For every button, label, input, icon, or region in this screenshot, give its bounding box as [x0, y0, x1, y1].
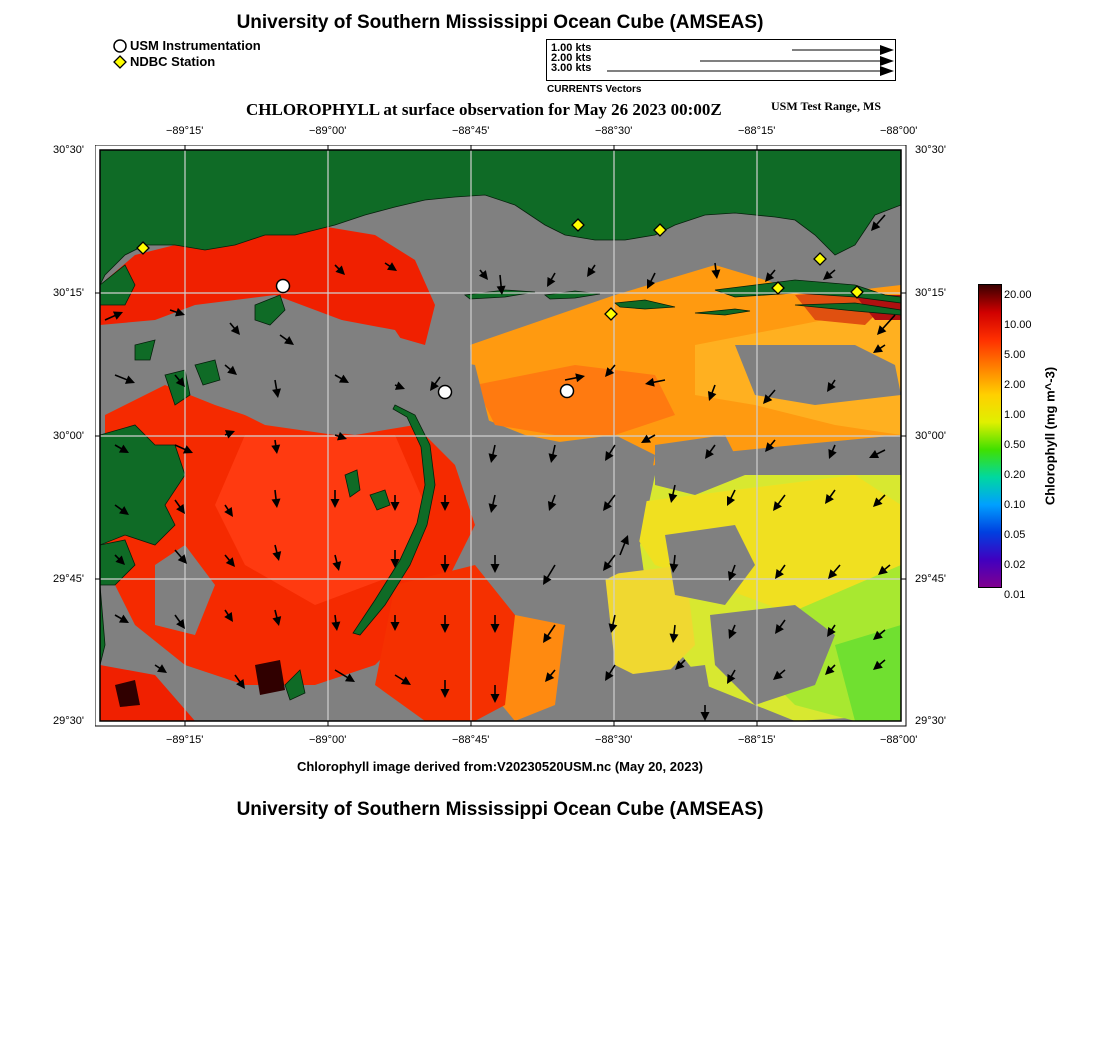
lon-tick-bottom-4: −88°30' [595, 734, 633, 746]
colorbar-tick: 0.50 [1004, 439, 1026, 451]
colorbar-tick: 10.00 [1004, 319, 1032, 331]
vector-legend-3kt: 3.00 kts [551, 62, 592, 74]
colorbar-tick: 20.00 [1004, 289, 1032, 301]
lon-tick-top-3: −88°45' [452, 125, 490, 137]
vector-legend-box [546, 39, 896, 81]
yellow-diamond-icon [113, 55, 127, 69]
white-circle-icon [113, 39, 127, 53]
lon-tick-bottom-6: −88°00' [880, 734, 918, 746]
lat-tick-right-1: 30°30' [915, 144, 946, 156]
lat-tick-left-3: 30°00' [53, 430, 84, 442]
colorbar-tick: 0.02 [1004, 559, 1026, 571]
region-label: USM Test Range, MS [771, 99, 882, 113]
vector-legend-arrows [547, 40, 895, 80]
lat-tick-right-2: 30°15' [915, 287, 946, 299]
colorbar-tick: 5.00 [1004, 349, 1026, 361]
lon-tick-top-1: −89°15' [166, 125, 204, 137]
lat-tick-right-4: 29°45' [915, 573, 946, 585]
lat-tick-right-5: 29°30' [915, 715, 946, 727]
lon-tick-bottom-5: −88°15' [738, 734, 776, 746]
lat-tick-left-1: 30°30' [53, 144, 84, 156]
lon-tick-bottom-2: −89°00' [309, 734, 347, 746]
lon-tick-top-6: −88°00' [880, 125, 918, 137]
colorbar-tick: 1.00 [1004, 409, 1026, 421]
map-subtitle: CHLOROPHYLL at surface observation for May 26 2023 00:00Z [246, 100, 722, 119]
legend-label-ndbc: NDBC Station [130, 54, 216, 69]
white-circle-icon [277, 280, 290, 293]
lon-tick-top-2: −89°00' [309, 125, 347, 137]
vector-legend-caption: CURRENTS Vectors [547, 84, 642, 95]
white-circle-icon [439, 386, 452, 399]
colorbar-tick: 0.05 [1004, 529, 1026, 541]
page-title: University of Southern Mississippi Ocean Cube (AMSEAS) [236, 12, 764, 33]
lon-tick-top-4: −88°30' [595, 125, 633, 137]
colorbar-gradient [979, 285, 1001, 587]
vector-legend-2kt: 2.00 kts [551, 52, 592, 64]
colorbar-tick: 0.01 [1004, 589, 1026, 601]
lon-tick-bottom-1: −89°15' [166, 734, 204, 746]
colorbar [978, 284, 1002, 588]
vector-legend-1kt: 1.00 kts [551, 42, 592, 54]
lat-tick-left-4: 29°45' [53, 573, 84, 585]
colorbar-ticks [1004, 280, 1032, 610]
lon-tick-top-5: −88°15' [738, 125, 776, 137]
colorbar-tick: 2.00 [1004, 379, 1026, 391]
lat-tick-left-2: 30°15' [53, 287, 84, 299]
legend-label-usm: USM Instrumentation [130, 38, 261, 53]
lat-tick-left-5: 29°30' [53, 715, 84, 727]
lat-tick-right-3: 30°00' [915, 430, 946, 442]
footer-title: University of Southern Mississippi Ocean Cube (AMSEAS) [236, 799, 764, 820]
white-circle-icon [561, 385, 574, 398]
lon-tick-bottom-3: −88°45' [452, 734, 490, 746]
colorbar-tick: 0.20 [1004, 469, 1026, 481]
chlorophyll-map [95, 145, 907, 727]
image-source-caption: Chlorophyll image derived from:V20230520USM.nc (May 20, 2023) [296, 759, 704, 774]
colorbar-label: Chlorophyll (mg m^-3) [1042, 366, 1058, 506]
colorbar-tick: 0.10 [1004, 499, 1026, 511]
